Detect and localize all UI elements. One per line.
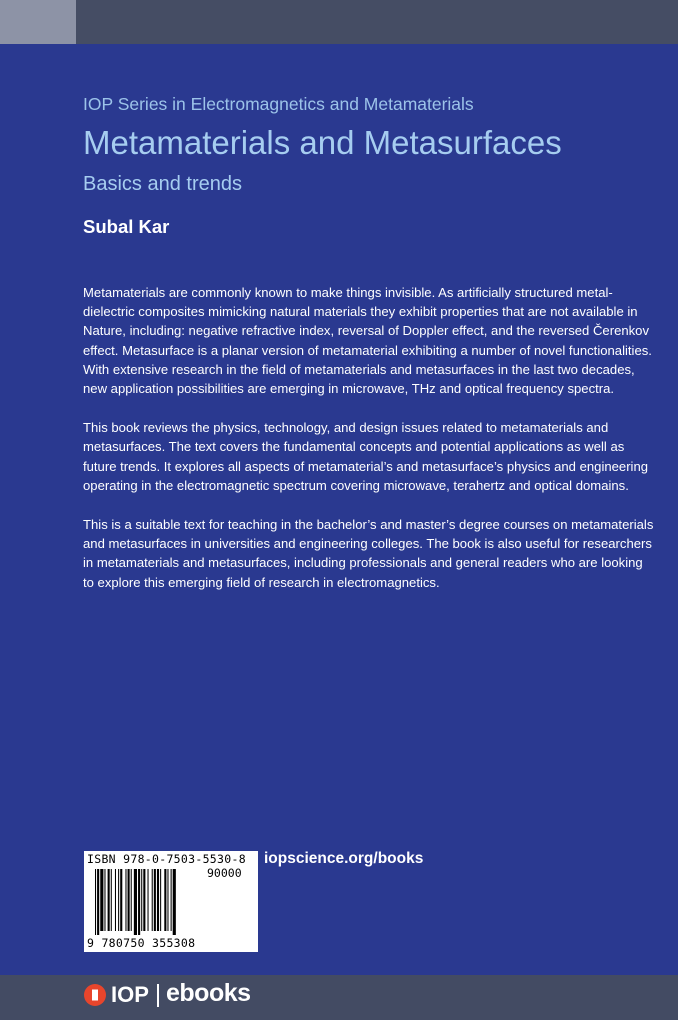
- blurb-paragraph: This book reviews the physics, technology, and design issues related to metamaterials and metasurfaces. The text covers the fundamental concepts and potential applications as well as future trends. It explores all aspects of metamaterial’s and metasurface’s physics and engineering operating in the electromagnetic spectrum covering microwave, terahertz and optical domains.: [83, 420, 649, 493]
- author-name: Subal Kar: [83, 216, 170, 237]
- isbn-label: ISBN 978-0-7503-5530-8: [87, 852, 246, 866]
- iop-logo-icon: [84, 984, 106, 1006]
- logo-iop-text: IOP: [111, 982, 149, 1007]
- logo-ebooks-text: ebooks: [166, 979, 251, 1007]
- isbn-barcode: [84, 851, 258, 952]
- top-bar: [0, 0, 678, 44]
- logo-divider: [157, 984, 159, 1007]
- top-bar-accent: [0, 0, 76, 44]
- series-name: IOP Series in Electromagnetics and Metamaterials: [83, 94, 474, 114]
- website-link[interactable]: iopscience.org/books: [264, 850, 424, 867]
- blurb-paragraph: This is a suitable text for teaching in the bachelor’s and master’s degree courses on metamaterials and metasurfaces in universities and engineering colleges. The book is also useful for researchers in metamaterials and metasurfaces, including professionals and general readers who are looking to explore this emerging field of research in electromagnetics.: [83, 517, 654, 590]
- price-code: 90000: [207, 866, 242, 880]
- blurb-paragraph: Metamaterials are commonly known to make things invisible. As artificially structured metal-dielectric composites mimicking natural materials they exhibit properties that are not available in Nature, including: negative refractive index, reversal of Doppler effect, and the reversed Čerenkov effect. Metasurface is a planar version of metamaterial exhibiting a number of novel functionalities. With extensive research in the field of metamaterials and metasurfaces in the last two decades, new application possibilities are emerging in microwave, THz and optical frequency spectra.: [83, 285, 652, 397]
- isbn-digits: 9 780750 355308: [87, 936, 196, 950]
- book-title: Metamaterials and Metasurfaces: [83, 124, 562, 161]
- barcode-icon: [95, 869, 199, 935]
- book-subtitle: Basics and trends: [83, 173, 242, 195]
- blurb: [83, 283, 655, 612]
